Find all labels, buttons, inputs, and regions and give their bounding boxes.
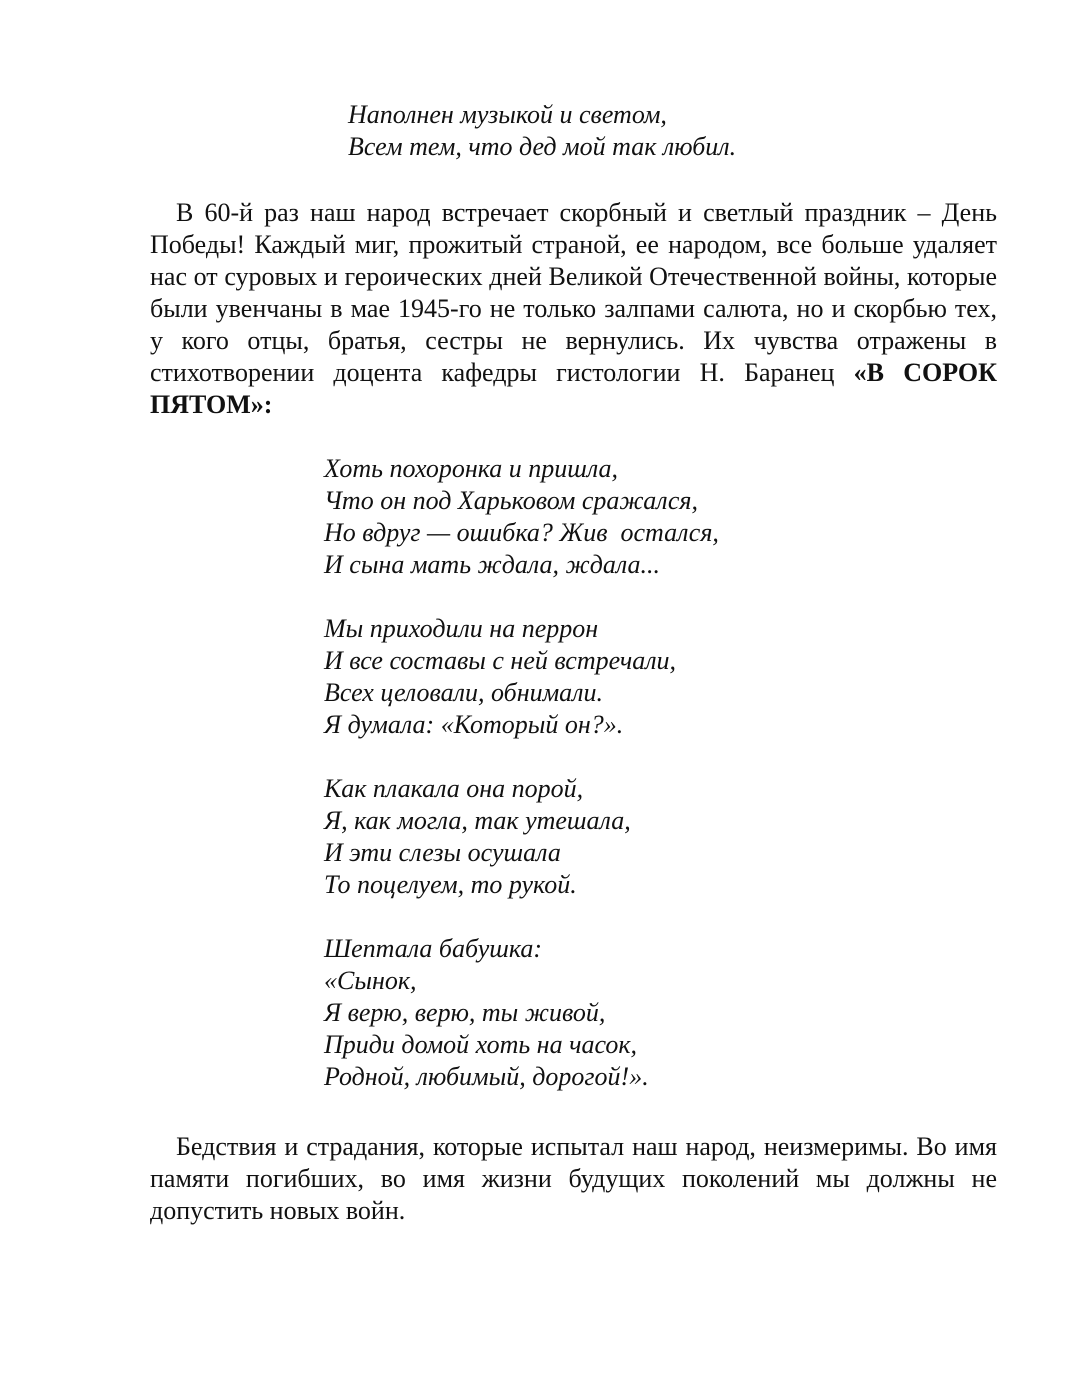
intro-paragraph-text: В 60-й раз наш народ встречает скорбный и светлый праздник – День Победы! Каждый миг, прожитый страной, ее народом, все больше удаляет нас от суровых и героических дней Великой Отечественной войны, которые были увенчаны в мае 1945-го не только залпами салюта, но и скорбью тех, у кого отцы, братья, сестры не вернулись. Их чувства отражены в стихотворении доцента кафедры гистологии Н. Баранец — [150, 198, 997, 387]
poem-line: Как плакала она порой, — [324, 774, 584, 803]
poem-line: И все составы с ней встречали, — [324, 646, 677, 675]
poem-line: Всех целовали, обнимали. — [324, 678, 604, 707]
poem-line: «Сынок, — [324, 966, 417, 995]
verse-excerpt — [348, 99, 736, 163]
poem-line: И сына мать ждала, ждала... — [324, 550, 661, 579]
intro-paragraph — [150, 197, 997, 421]
poem — [324, 453, 719, 1093]
poem-stanza — [324, 773, 719, 901]
poem-line: Шептала бабушка: — [324, 934, 543, 963]
poem-line: Я думала: «Который он?». — [324, 710, 624, 739]
poem-line: Родной, любимый, дорогой!». — [324, 1062, 649, 1091]
poem-line: То поцелуем, то рукой. — [324, 870, 577, 899]
poem-line: Я верю, верю, ты живой, — [324, 998, 606, 1027]
poem-line: Что он под Харьковом сражался, — [324, 486, 698, 515]
verse-line: Всем тем, что дед мой так любил. — [348, 132, 737, 161]
poem-stanza — [324, 613, 719, 741]
closing-paragraph-text: Бедствия и страдания, которые испытал наш народ, неизмеримы. Во имя памяти погибших, во имя жизни будущих поколений мы должны не допустить новых войн. — [150, 1132, 997, 1225]
poem-line: И эти слезы осушала — [324, 838, 561, 867]
poem-line: Приди домой хоть на часок, — [324, 1030, 638, 1059]
poem-line: Хоть похоронка и пришла, — [324, 454, 619, 483]
verse-line: Наполнен музыкой и светом, — [348, 100, 667, 129]
poem-line: Мы приходили на перрон — [324, 614, 599, 643]
poem-stanza — [324, 453, 719, 581]
poem-stanza — [324, 933, 719, 1093]
poem-line: Я, как могла, так утешала, — [324, 806, 631, 835]
closing-paragraph — [150, 1131, 997, 1227]
poem-title: «В СОРОК ПЯТОМ»: — [150, 358, 997, 419]
poem-line: Но вдруг — ошибка? Жив остался, — [324, 518, 719, 547]
